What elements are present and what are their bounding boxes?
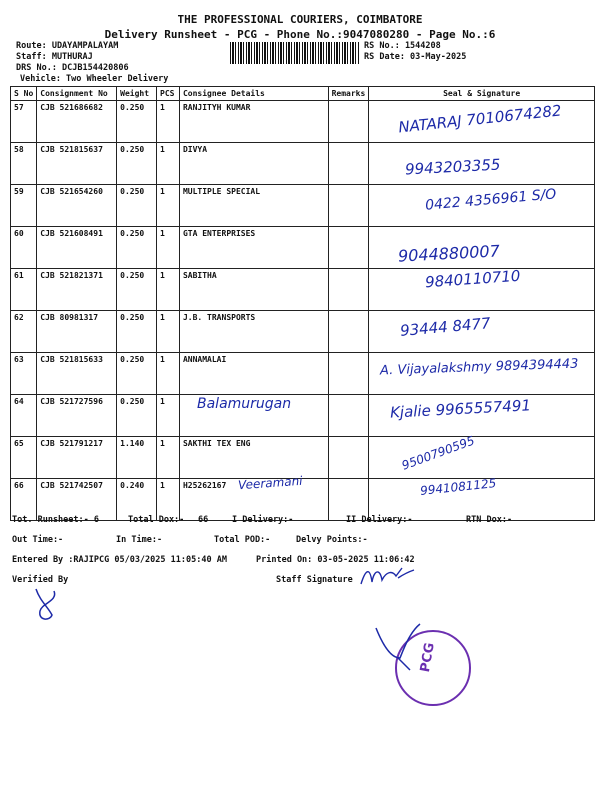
entered-by: Entered By :RAJIPCG 05/03/2025 11:05:40 AM — [12, 555, 227, 565]
cell-weight: 0.250 — [117, 269, 157, 311]
cell-consignment: CJB 80981317 — [37, 311, 117, 353]
rs-date-label: RS Date: 03-May-2025 — [364, 52, 467, 62]
cell-sno: 62 — [11, 311, 37, 353]
col-consignee: Consignee Details — [179, 87, 328, 101]
handwriting-row-60: 9044880007 — [397, 241, 501, 266]
rs-no-label: RS No.: 1544208 — [364, 41, 441, 51]
stamp-signature-scribble — [370, 618, 430, 678]
handwriting-row-58: 9943203355 — [404, 155, 501, 179]
cell-weight: 0.250 — [117, 311, 157, 353]
cell-consignee: DIVYA — [179, 143, 328, 185]
cell-consignment: CJB 521727596 — [37, 395, 117, 437]
cell-remarks — [328, 311, 369, 353]
cell-sno: 65 — [11, 437, 37, 479]
cell-consignee: ANNAMALAI — [179, 353, 328, 395]
cell-consignee: J.B. TRANSPORTS — [179, 311, 328, 353]
cell-consignee: MULTIPLE SPECIAL — [179, 185, 328, 227]
col-weight: Weight — [117, 87, 157, 101]
staff-label: Staff: MUTHURAJ — [16, 52, 93, 62]
table-row — [11, 437, 595, 479]
handwriting-consignee-64: Balamurugan — [197, 396, 292, 412]
cell-consignment: CJB 521821371 — [37, 269, 117, 311]
printed-on: Printed On: 03-05-2025 11:06:42 — [256, 555, 415, 565]
cell-pcs: 1 — [157, 227, 180, 269]
cell-remarks — [328, 185, 369, 227]
runsheet-table — [10, 86, 595, 521]
total-dox-value: 66 — [198, 515, 209, 525]
cell-pcs: 1 — [157, 185, 180, 227]
cell-weight: 0.250 — [117, 143, 157, 185]
cell-sno: 66 — [11, 479, 37, 521]
out-time-label: Out Time:- — [12, 535, 64, 545]
barcode — [230, 42, 360, 64]
handwriting-row-62: 93444 8477 — [399, 314, 492, 340]
table-header-row — [11, 87, 595, 101]
cell-consignee: RANJITYH KUMAR — [179, 101, 328, 143]
cell-remarks — [328, 143, 369, 185]
cell-remarks — [328, 353, 369, 395]
cell-weight: 1.140 — [117, 437, 157, 479]
handwriting-row-66: 9941081125 — [419, 476, 497, 498]
total-dox-label: Total Dox:- — [128, 515, 185, 525]
cell-weight: 0.250 — [117, 395, 157, 437]
in-time-label: In Time:- — [116, 535, 163, 545]
cell-weight: 0.250 — [117, 185, 157, 227]
col-seal: Seal & Signature — [369, 87, 595, 101]
table-row — [11, 311, 595, 353]
verified-signature-scribble — [28, 585, 68, 625]
cell-pcs: 1 — [157, 269, 180, 311]
route-label: Route: UDAYAMPALAYAM — [16, 41, 119, 51]
rtn-dox-label: RTN Dox:- — [466, 515, 513, 525]
col-remarks: Remarks — [328, 87, 369, 101]
handwriting-row-63: A. Vijayalakshmy 9894394443 — [379, 356, 579, 379]
cell-sno: 60 — [11, 227, 37, 269]
handwriting-row-61: 9840110710 — [424, 266, 521, 292]
runsheet-subtitle: Delivery Runsheet - PCG - Phone No.:9047080280 - Page No.:6 — [104, 28, 496, 41]
cell-remarks — [328, 269, 369, 311]
verified-by-label: Verified By — [12, 575, 69, 585]
cell-consignment: CJB 521815637 — [37, 143, 117, 185]
cell-sno: 57 — [11, 101, 37, 143]
cell-consignee: GTA ENTERPRISES — [179, 227, 328, 269]
col-pcs: PCS — [157, 87, 180, 101]
pcg-stamp-text: PCG — [417, 641, 438, 674]
vehicle-label: Vehicle: Two Wheeler Delivery — [20, 74, 169, 84]
tot-runsheet: Tot. Runsheet:- 6 — [12, 515, 99, 525]
handwriting-consignee-66: Veeramani — [237, 473, 303, 493]
col-sno: S No — [11, 87, 37, 101]
cell-weight: 0.240 — [117, 479, 157, 521]
staff-signature-label: Staff Signature — [276, 575, 353, 585]
cell-sno: 63 — [11, 353, 37, 395]
cell-pcs: 1 — [157, 143, 180, 185]
cell-consignment: CJB 521742507 — [37, 479, 117, 521]
col-consignment: Consignment No — [37, 87, 117, 101]
cell-consignee: H25262167 — [179, 479, 328, 521]
company-title: THE PROFESSIONAL COURIERS, COIMBATORE — [177, 13, 423, 26]
cell-remarks — [328, 437, 369, 479]
cell-weight: 0.250 — [117, 227, 157, 269]
cell-sno: 58 — [11, 143, 37, 185]
drs-label: DRS No.: DCJB154420806 — [16, 63, 129, 73]
staff-signature-scribble — [358, 562, 418, 590]
delvy-points-label: Delvy Points:- — [296, 535, 368, 545]
table-row — [11, 227, 595, 269]
cell-consignee: SAKTHI TEX ENG — [179, 437, 328, 479]
cell-consignment: CJB 521791217 — [37, 437, 117, 479]
cell-consignment: CJB 521654260 — [37, 185, 117, 227]
cell-sno: 64 — [11, 395, 37, 437]
cell-consignment: CJB 521686682 — [37, 101, 117, 143]
ii-delivery-label: II Delivery:- — [346, 515, 413, 525]
cell-remarks — [328, 395, 369, 437]
cell-pcs: 1 — [157, 353, 180, 395]
handwriting-row-57: NATARAJ 7010674282 — [397, 101, 563, 137]
handwriting-row-65: 9500790595 — [399, 433, 477, 473]
total-pod-label: Total POD:- — [214, 535, 271, 545]
cell-consignment: CJB 521608491 — [37, 227, 117, 269]
cell-pcs: 1 — [157, 437, 180, 479]
cell-weight: 0.250 — [117, 101, 157, 143]
i-delivery-label: I Delivery:- — [232, 515, 294, 525]
handwriting-row-59: 0422 4356961 S/O — [424, 186, 557, 214]
cell-pcs: 1 — [157, 479, 180, 521]
handwriting-row-64: Kjalie 9965557491 — [389, 396, 532, 422]
cell-pcs: 1 — [157, 101, 180, 143]
table-row — [11, 143, 595, 185]
cell-consignee: SABITHA — [179, 269, 328, 311]
cell-pcs: 1 — [157, 311, 180, 353]
cell-remarks — [328, 101, 369, 143]
cell-pcs: 1 — [157, 395, 180, 437]
cell-sno: 59 — [11, 185, 37, 227]
cell-weight: 0.250 — [117, 353, 157, 395]
cell-consignment: CJB 521815633 — [37, 353, 117, 395]
cell-remarks — [328, 227, 369, 269]
cell-sno: 61 — [11, 269, 37, 311]
